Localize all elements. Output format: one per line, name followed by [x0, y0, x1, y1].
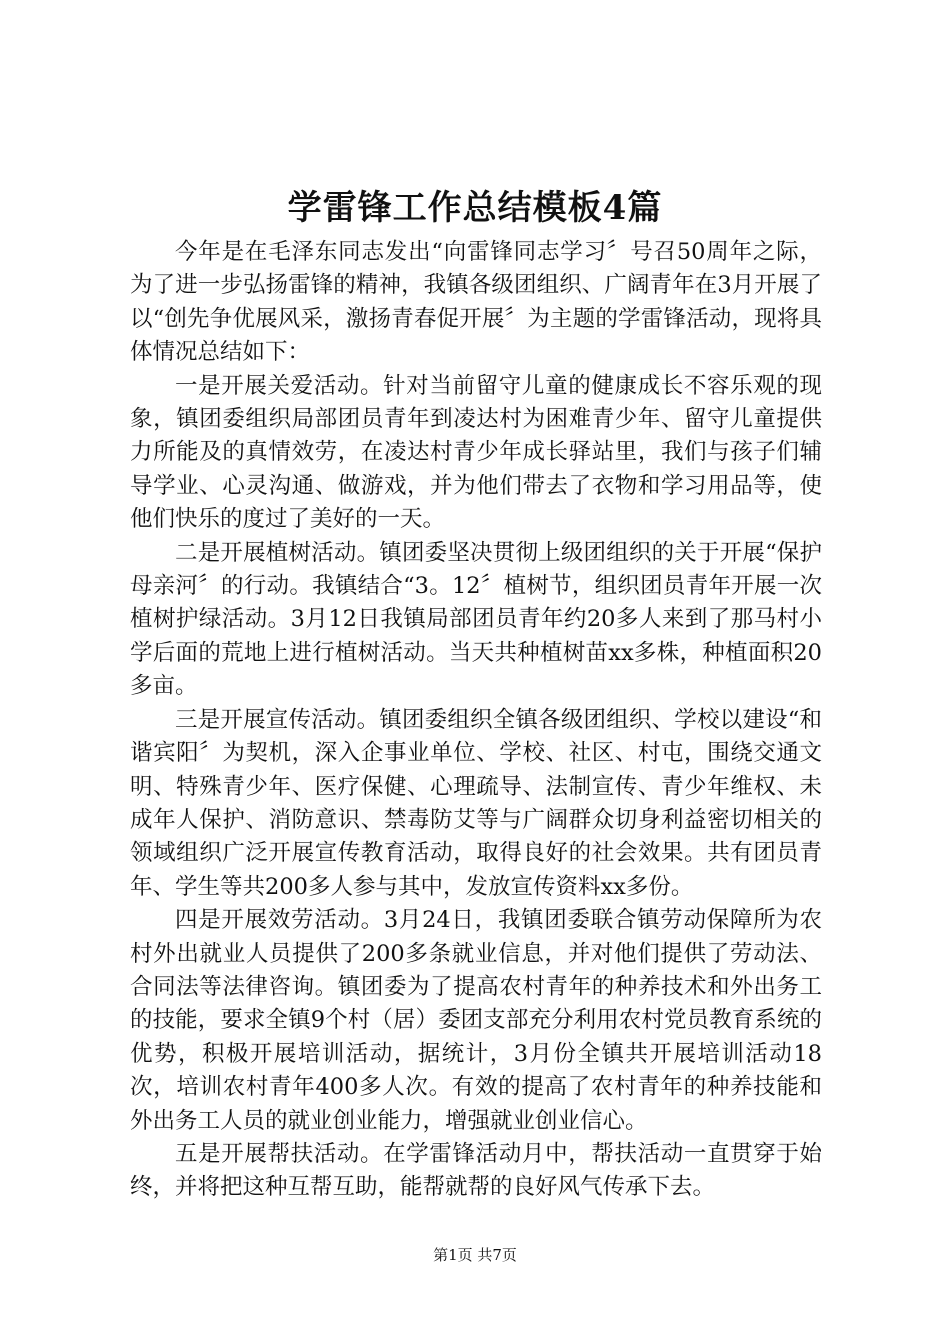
- paragraph-tree-planting: 二是开展植树活动。镇团委坚决贯彻上级团组织的关于开展“保护母亲河〞的行动。我镇结合“3。12〞植树节，组织团员青年开展一次植树护绿活动。3月12日我镇局部团员青年约20多人来到了那马村小学后面的荒地上进行植树活动。当天共种植树苗xx多株，种植面积20多亩。: [130, 539, 822, 700]
- paragraph-publicity: 三是开展宣传活动。镇团委组织全镇各级团组织、学校以建设“和谐宾阳〞为契机，深入企事业单位、学校、社区、村屯，围绕交通文明、特殊青少年、医疗保健、心理疏导、法制宣传、青少年维权、未成年人保护、消防意识、禁毒防艾等与广阔群众切身利益密切相关的领域组织广泛开展宣传教育活动，取得良好的社会效果。共有团员青年、学生等共200多人参与其中，发放宣传资料xx多份。: [130, 706, 822, 900]
- paragraph-intro: 今年是在毛泽东同志发出“向雷锋同志学习〞号召50周年之际，为了进一步弘扬雷锋的精神，我镇各级团组织、广阔青年在3月开展了以“创先争优展风采，激扬青春促开展〞为主题的学雷锋活动，现将具体情况总结如下：: [130, 239, 822, 366]
- document-title: 学雷锋工作总结模板4篇: [287, 188, 663, 228]
- page-footer: 第1页 共7页: [433, 1246, 517, 1264]
- paragraph-assistance: 五是开展帮扶活动。在学雷锋活动月中，帮扶活动一直贯穿于始终，并将把这种互帮互助，能帮就帮的良好风气传承下去。: [130, 1140, 822, 1201]
- paragraph-service: 四是开展效劳活动。3月24日，我镇团委联合镇劳动保障所为农村外出就业人员提供了200多条就业信息，并对他们提供了劳动法、合同法等法律咨询。镇团委为了提高农村青年的种养技术和外出务工的技能，要求全镇9个村（居）委团支部充分利用农村党员教育系统的优势，积极开展培训活动，据统计，3月份全镇共开展培训活动18次，培训农村青年400多人次。有效的提高了农村青年的种养技能和外出务工人员的就业创业能力，增强就业创业信心。: [130, 907, 822, 1134]
- paragraph-care-activity: 一是开展关爱活动。针对当前留守儿童的健康成长不容乐观的现象，镇团委组织局部团员青年到凌达村为困难青少年、留守儿童提供力所能及的真情效劳，在凌达村青少年成长驿站里，我们与孩子们辅导学业、心灵沟通、做游戏，并为他们带去了衣物和学习用品等，使他们快乐的度过了美好的一天。: [130, 372, 822, 533]
- document-body: [130, 236, 822, 1205]
